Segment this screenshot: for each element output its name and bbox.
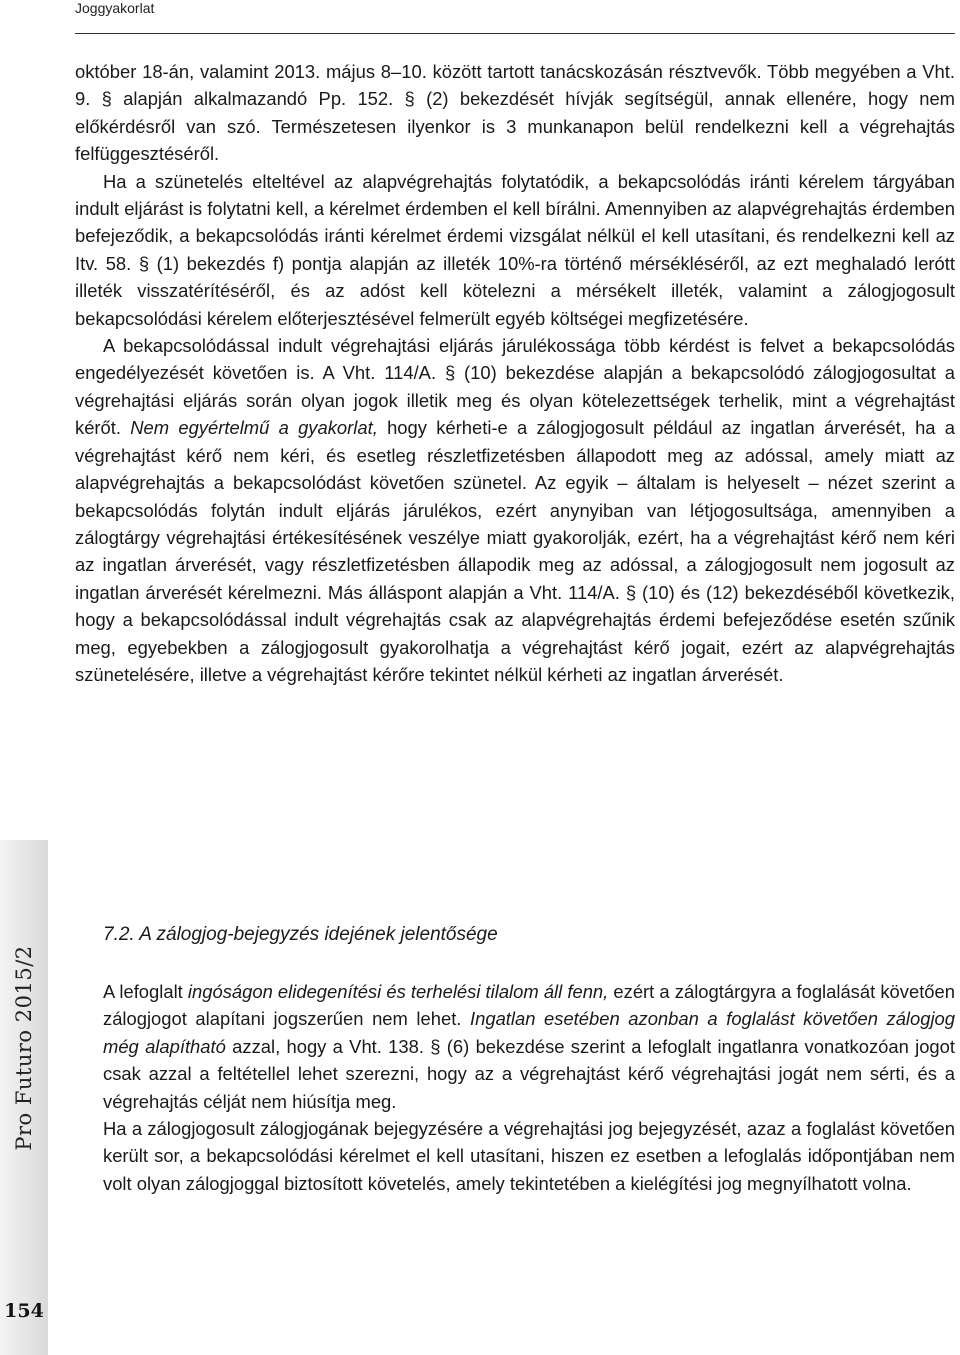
section-paragraph-1-part-b: ezért a zálogtárgyra a foglalását követően zálogjogot alapítani jogszerűen nem lehet. (103, 981, 955, 1030)
paragraph-3-emphasis: Nem egyértelmű a gyakorlat, (130, 417, 378, 439)
section-paragraph-1-part-c: azzal, hogy a Vht. 138. § (6) bekezdése szerint a lefoglalt ingatlanra vonatkozóan jogot csak azzal a feltétellel lehet szerezni, hogy az a végrehajtást kérő végrehajtási jogát nem sérti, és a végrehajtás célját nem hiúsítja meg. (103, 1035, 956, 1112)
section-heading: 7.2. A zálogjog-bejegyzés idejének jelentősége (103, 924, 498, 945)
section-paragraph-1-part-a: A lefoglalt (103, 981, 188, 1002)
section-paragraph-1 (103, 978, 955, 1115)
section-paragraph-1-emphasis-1: ingóságon elidegenítési és terhelési tilalom áll fenn, (187, 981, 609, 1002)
page-number: 154 (4, 1300, 44, 1322)
paragraph-3-part-b: hogy kérheti-e a zálogjogosult például az ingatlan árverését, ha a végrehajtást kérő nem kéri, és esetleg részletfizetésben állapodott meg az adóssal, amely miatt az alapvégrehajtás a bekapcsolódást követően szünetel. Az egyik – általam is helyeselt – nézet szerint a bekapcsolódás folytán indult eljárás járulékos, ezért anynyiban van létjogosultsága, amennyiben a zálogtárgy végrehajtási értékesítésének veszélye miatt gyakorolják, ezért, ha a végrehajtást kérő nem kéri az ingatlan árverését, vagy részletfizetésben állapodik meg az adóssal, a zálogjogosult nem jogosult az ingatlan árverését kérelmezni. Más álláspont alapján a Vht. 114/A. § (10) és (12) bekezdéséből következik, hogy a bekapcsolódással indult végrehajtás csak az alapvégrehajtás érdemi befejeződése esetén szűnik meg, egyebekben a zálogjogosult gyakorolhatja a végrehajtást kérő jogait, ezért az alapvégrehajtás szünetelésére, illetve a végrehajtást kérőre tekintet nélkül kérheti az ingatlan árverését. (75, 417, 956, 685)
section-text (103, 978, 955, 1197)
section-paragraph-2-text: Ha a zálogjogosult zálogjogának bejegyzésére a végrehajtási jog bejegyzését, azaz a foglalást követően került sor, a bekapcsolódási kérelmet el kell utasítani, hiszen ez esetben a lefoglalás időpontjában nem volt olyan zálogjoggal biztosított követelés, amely tekintetében a kielégítési jog megnyílhatott volna. (103, 1118, 955, 1194)
paragraph-3 (75, 332, 955, 688)
journal-label: Pro Futuro 2015/2 (12, 945, 36, 1151)
paragraph-1: október 18-án, valamint 2013. május 8–10. között tartott tanácskozásán résztvevők. Több megyében a Vht. 9. § alapján alkalmazandó Pp. 152. § (2) bekezdését hívják segítségül, annak ellenére, hogy nem előkérdésről van szó. Természetesen ilyenkor is 3 munkanapon belül rendelkezni kell a végrehajtás felfüggesztéséről. (75, 61, 955, 165)
main-text (75, 58, 955, 688)
paragraph-2: Ha a szünetelés elteltével az alapvégrehajtás folytatódik, a bekapcsolódás iránti kérelem tárgyában indult eljárást is folytatni kell, a kérelmet érdemben el kell bírálni. Amennyiben az alapvégrehajtás érdemben befejeződik, a bekapcsolódás iránti kérelmet érdemi vizsgálat nélkül el kell utasítani, és rendelkezni kell az Itv. 58. § (1) bekezdés f) pontja alapján az illeték 10%-ra történő mérsékléséről, az ezt meghaladó lerótt illeték visszatérítéséről, és az adóst kell kötelezni a mérsékelt illeték, valamint a zálogjogosult bekapcsolódási kérelem előterjesztésével felmerült egyéb költségei megfizetésére. (75, 170, 955, 329)
paragraph-3-part-a: A bekapcsolódással indult végrehajtási eljárás járulékossága több kérdést is felvet a bekapcsolódás engedélyezését követően is. A Vht. 114/A. § (10) bekezdése alapján a bekapcsolódó zálogjogosultat a végrehajtási eljárás során olyan jogok illetik meg és olyan kötelezettségek terhelik, mint a végrehajtást kérőt. (75, 335, 955, 439)
header-rule (75, 33, 955, 34)
running-head: Joggyakorlat (75, 0, 155, 16)
section-paragraph-1-emphasis-2: Ingatlan esetében azonban a foglalást követően zálogjog még alapítható (103, 1008, 956, 1057)
section-paragraph-2 (103, 1115, 955, 1197)
